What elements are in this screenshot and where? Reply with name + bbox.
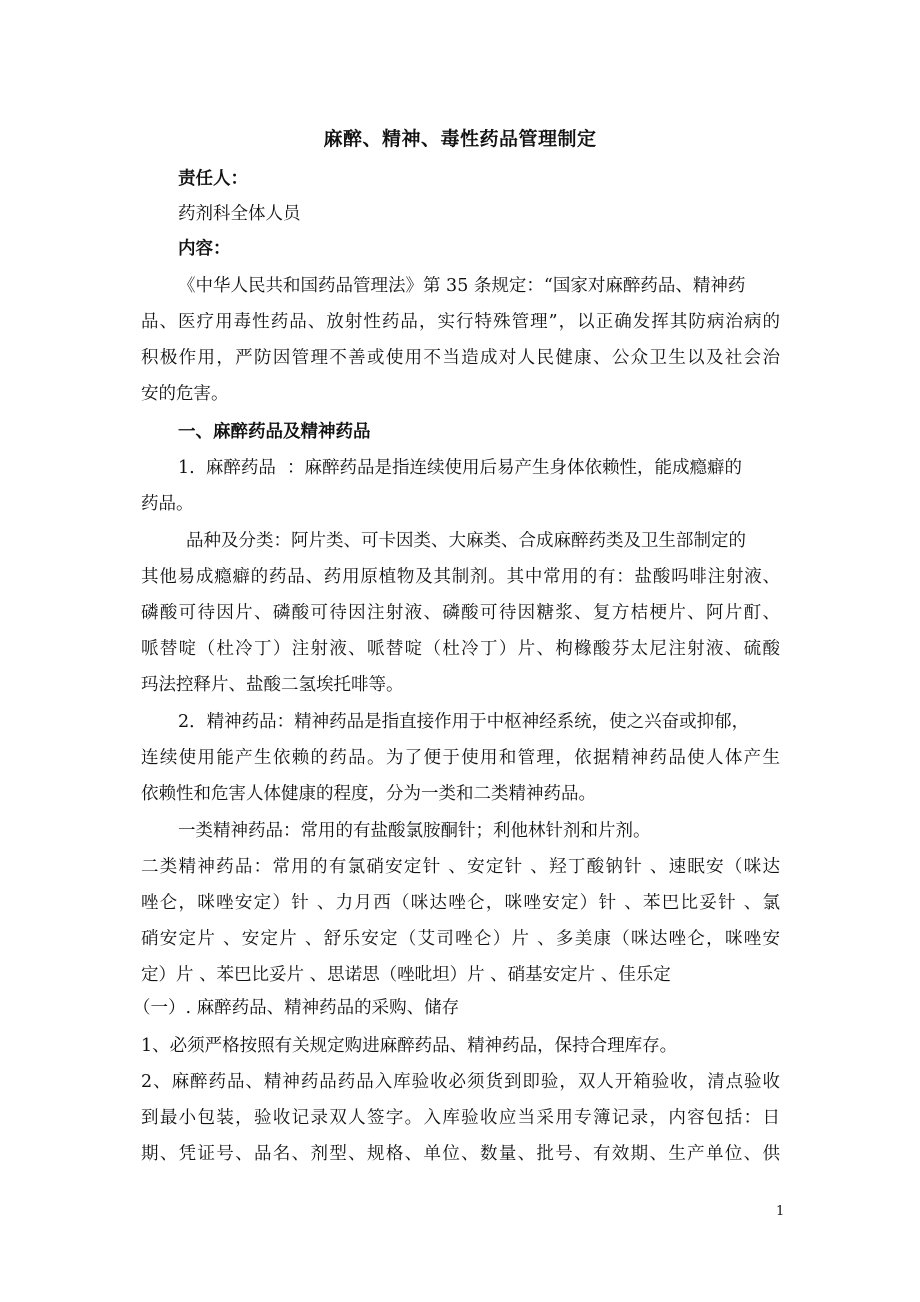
intro-line: 积极作用，严防因管理不善或使用不当造成对人民健康、公众卫生以及社会治: [141, 348, 780, 368]
item2-line: 依赖性和危害人体健康的程度，分为一类和二类精神药品。: [141, 784, 596, 804]
page-number: 1: [776, 1204, 785, 1219]
varieties-line: 玛法控释片、盐酸二氢埃托啡等。: [141, 675, 404, 695]
varieties-line: 品种及分类：阿片类、可卡因类、大麻类、合成麻醉药类及卫生部制定的: [186, 531, 746, 551]
document-title: 麻醉、精神、毒性药品管理制定: [323, 128, 597, 150]
class2-line: 定）片 、苯巴比妥片 、思诺思（唑吡坦）片 、硝基安定片 、佳乐定: [141, 965, 671, 985]
intro-line: 安的危害。: [141, 384, 229, 404]
intro-line: 《中华人民共和国药品管理法》第 35 条规定：“国家对麻醉药品、精神药: [178, 276, 746, 296]
item2-line: 2．精神药品：精神药品是指直接作用于中枢神经系统，使之兴奋或抑郁，: [178, 712, 750, 732]
subsection-heading: （一）. 麻醉药品、精神药品的采购、储存: [133, 998, 460, 1018]
class2-line: 硝安定片 、安定片 、舒乐安定（艾司唑仑）片 、多美康（咪达唑仑，咪唑安: [141, 929, 780, 949]
class2-line: 唑仑，咪唑安定）针 、力月西（咪达唑仑，咪唑安定）针 、苯巴比妥针 、氯: [141, 893, 780, 913]
item1-line: 1. 麻醉药品 ：麻醉药品是指连续使用后易产生身体依赖性，能成瘾癖的: [178, 458, 742, 478]
item1-line: 药品。: [141, 494, 194, 514]
responsible-label: 责任人：: [178, 169, 248, 189]
rule-line: 期、凭证号、品名、剂型、规格、单位、数量、批号、有效期、生产单位、供: [141, 1144, 780, 1164]
section-heading: 一、麻醉药品及精神药品: [178, 422, 371, 442]
responsible-value: 药剂科全体人员: [178, 204, 301, 224]
content-label: 内容：: [178, 239, 231, 259]
varieties-line: 磷酸可待因片、磷酸可待因注射液、磷酸可待因糖浆、复方桔梗片、阿片酊、: [141, 603, 780, 623]
class2-line: 二类精神药品：常用的有氯硝安定针 、安定针 、羟丁酸钠针 、速眠安（咪达: [141, 857, 780, 877]
class1-line: 一类精神药品：常用的有盐酸氯胺酮针；利他林针剂和片剂。: [178, 821, 651, 841]
varieties-line: 哌替啶（杜冷丁）注射液、哌替啶（杜冷丁）片、枸橼酸芬太尼注射液、硫酸: [141, 639, 780, 659]
intro-line: 品、医疗用毒性药品、放射性药品，实行特殊管理”，以正确发挥其防病治病的: [141, 312, 780, 332]
rule-line: 1、必须严格按照有关规定购进麻醉药品、精神药品，保持合理库存。: [141, 1036, 678, 1056]
varieties-line: 其他易成瘾癖的药品、药用原植物及其制剂。其中常用的有：盐酸吗啡注射液、: [141, 567, 780, 587]
item2-line: 连续使用能产生依赖的药品。为了便于使用和管理，依据精神药品使人体产生: [141, 748, 780, 768]
rule-line: 到最小包装，验收记录双人签字。入库验收应当采用专簿记录，内容包括：日: [141, 1108, 780, 1128]
rule-line: 2、麻醉药品、精神药品药品入库验收必须货到即验，双人开箱验收，清点验收: [141, 1072, 780, 1092]
